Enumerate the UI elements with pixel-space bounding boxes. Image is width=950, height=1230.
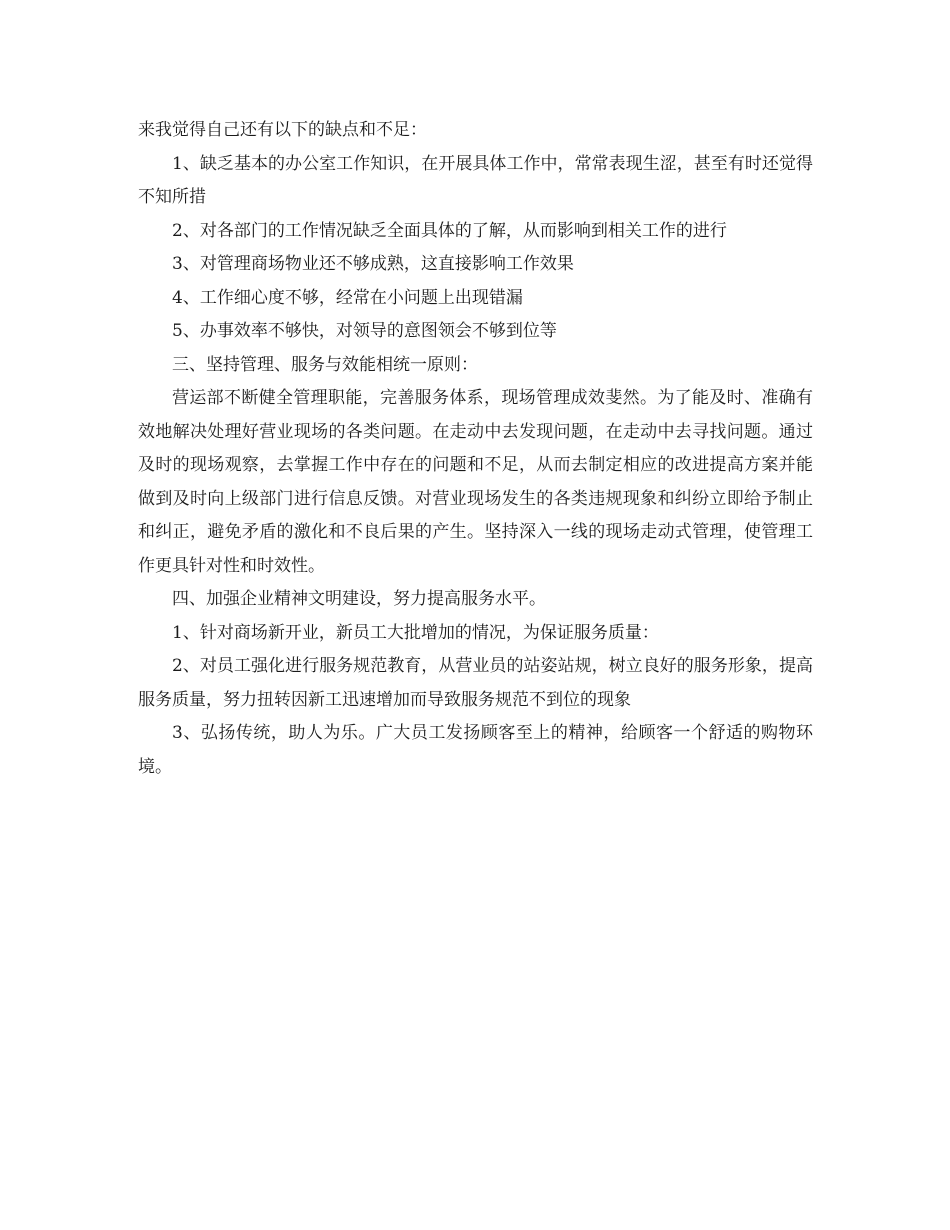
- document-body: [138, 114, 813, 784]
- section-heading-3: 三、坚持管理、服务与效能相统一原则：: [172, 354, 478, 375]
- paragraph-shortcoming-2: 2、对各部门的工作情况缺乏全面具体的了解，从而影响到相关工作的进行: [172, 220, 727, 241]
- paragraph-service-2: 2、对员工强化进行服务规范教育，从营业员的站姿站规，树立良好的服务形象，提高服务质量，努力扭转因新工迅速增加而导致服务规范不到位的现象: [138, 656, 813, 710]
- paragraph-shortcoming-4: 4、工作细心度不够，经常在小问题上出现错漏: [172, 287, 523, 308]
- paragraph-intro: 来我觉得自己还有以下的缺点和不足：: [138, 120, 427, 140]
- paragraph-operations: 营运部不断健全管理职能，完善服务体系，现场管理成效斐然。为了能及时、准确有效地解决处理好营业现场的各类问题。在走动中去发现问题，在走动中去寻找问题。通过及时的现场观察，去掌握工作中存在的问题和不足，从而去制定相应的改进提高方案并能做到及时向上级部门进行信息反馈。对营业现场发生的各类违规现象和纠纷立即给予制止和纠正，避免矛盾的激化和不良后果的产生。坚持深入一线的现场走动式管理，使管理工作更具针对性和时效性。: [138, 388, 813, 576]
- paragraph-shortcoming-1: 1、缺乏基本的办公室工作知识，在开展具体工作中，常常表现生涩，甚至有时还觉得不知所措: [138, 153, 813, 207]
- paragraph-service-3: 3、弘扬传统，助人为乐。广大员工发扬顾客至上的精神，给顾客一个舒适的购物环境。: [138, 723, 813, 777]
- paragraph-service-1: 1、针对商场新开业，新员工大批增加的情况，为保证服务质量：: [172, 622, 659, 643]
- paragraph-shortcoming-3: 3、对管理商场物业还不够成熟，这直接影响工作效果: [172, 254, 574, 274]
- paragraph-shortcoming-5: 5、办事效率不够快，对领导的意图领会不够到位等: [172, 321, 557, 341]
- section-heading-4: 四、加强企业精神文明建设，努力提高服务水平。: [172, 589, 546, 609]
